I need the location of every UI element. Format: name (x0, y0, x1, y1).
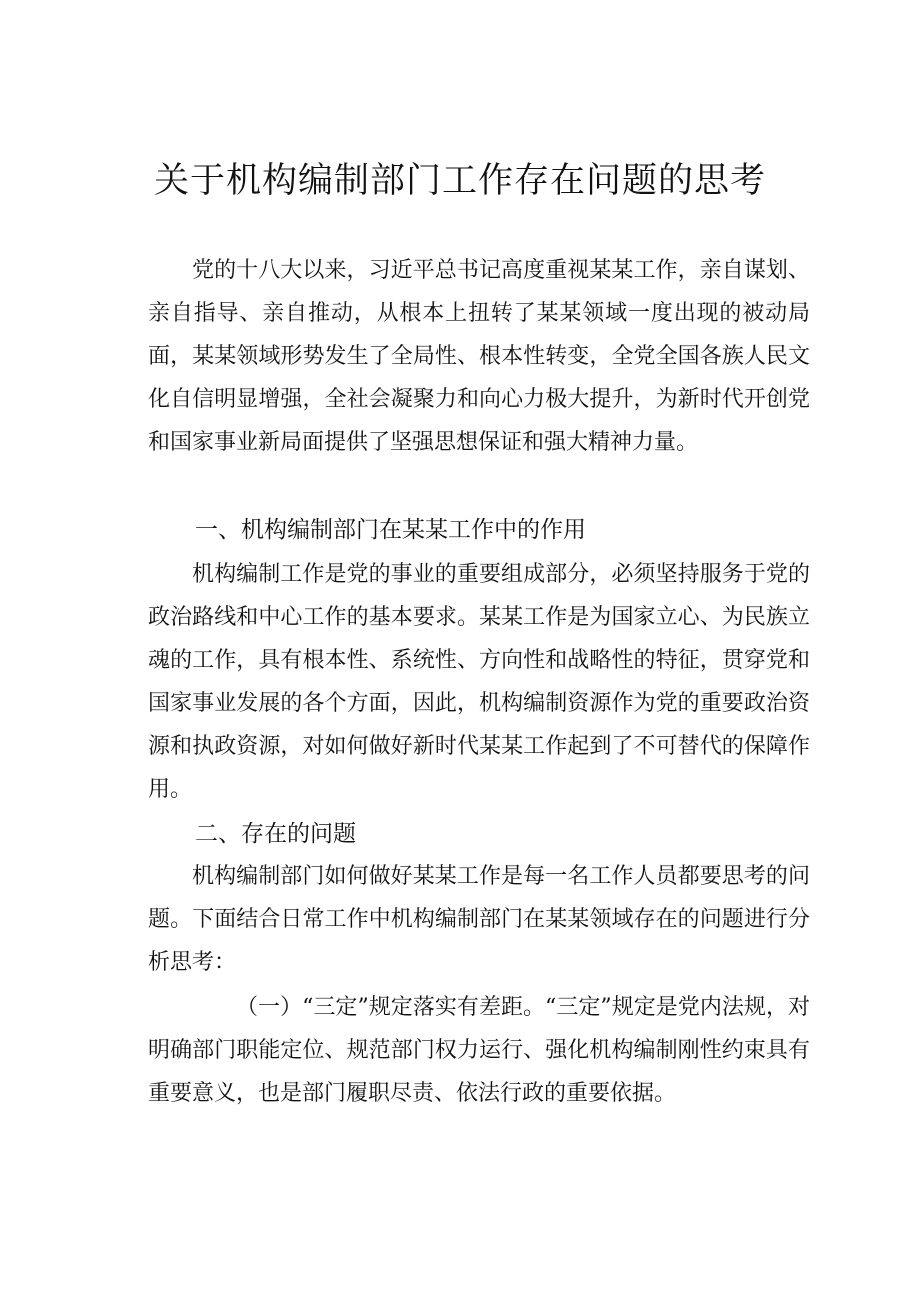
section1-paragraph: 机构编制工作是党的事业的重要组成部分，必须坚持服务于党的政治路线和中心工作的基本要求。某某工作是为国家立心、为民族立魂的工作，具有根本性、系统性、方向性和战略性的特征，贯穿党和国家事业发展的各个方面，因此，机构编制资源作为党的重要政治资源和执政资源，对如何做好新时代某某工作起到了不可替代的保障作用。 (148, 562, 810, 802)
subsection1-paragraph: （一）“三定”规定落实有差距。“三定”规定是党内法规，对明确部门职能定位、规范部门权力运行、强化机构编制刚性约束具有重要意义，也是部门履职尽责、依法行政的重要依据。 (148, 995, 810, 1106)
intro-paragraph: 党的十八大以来，习近平总书记高度重视某某工作，亲自谋划、亲自指导、亲自推动，从根本上扭转了某某领域一度出现的被动局面，某某领域形势发生了全局性、根本性转变，全党全国各族人民文化自信明显增强，全社会凝聚力和向心力极大提升，为新时代开创党和国家事业新局面提供了坚强思想保证和强大精神力量。 (148, 258, 810, 455)
section-heading-2: 二、存在的问题 (195, 821, 356, 847)
section2-paragraph: 机构编制部门如何做好某某工作是每一名工作人员都要思考的问题。下面结合日常工作中机构编制部门在某某领域存在的问题进行分析思考： (148, 864, 810, 975)
section-heading-1: 一、机构编制部门在某某工作中的作用 (195, 517, 586, 543)
document-title: 关于机构编制部门工作存在问题的思考 (153, 161, 766, 201)
